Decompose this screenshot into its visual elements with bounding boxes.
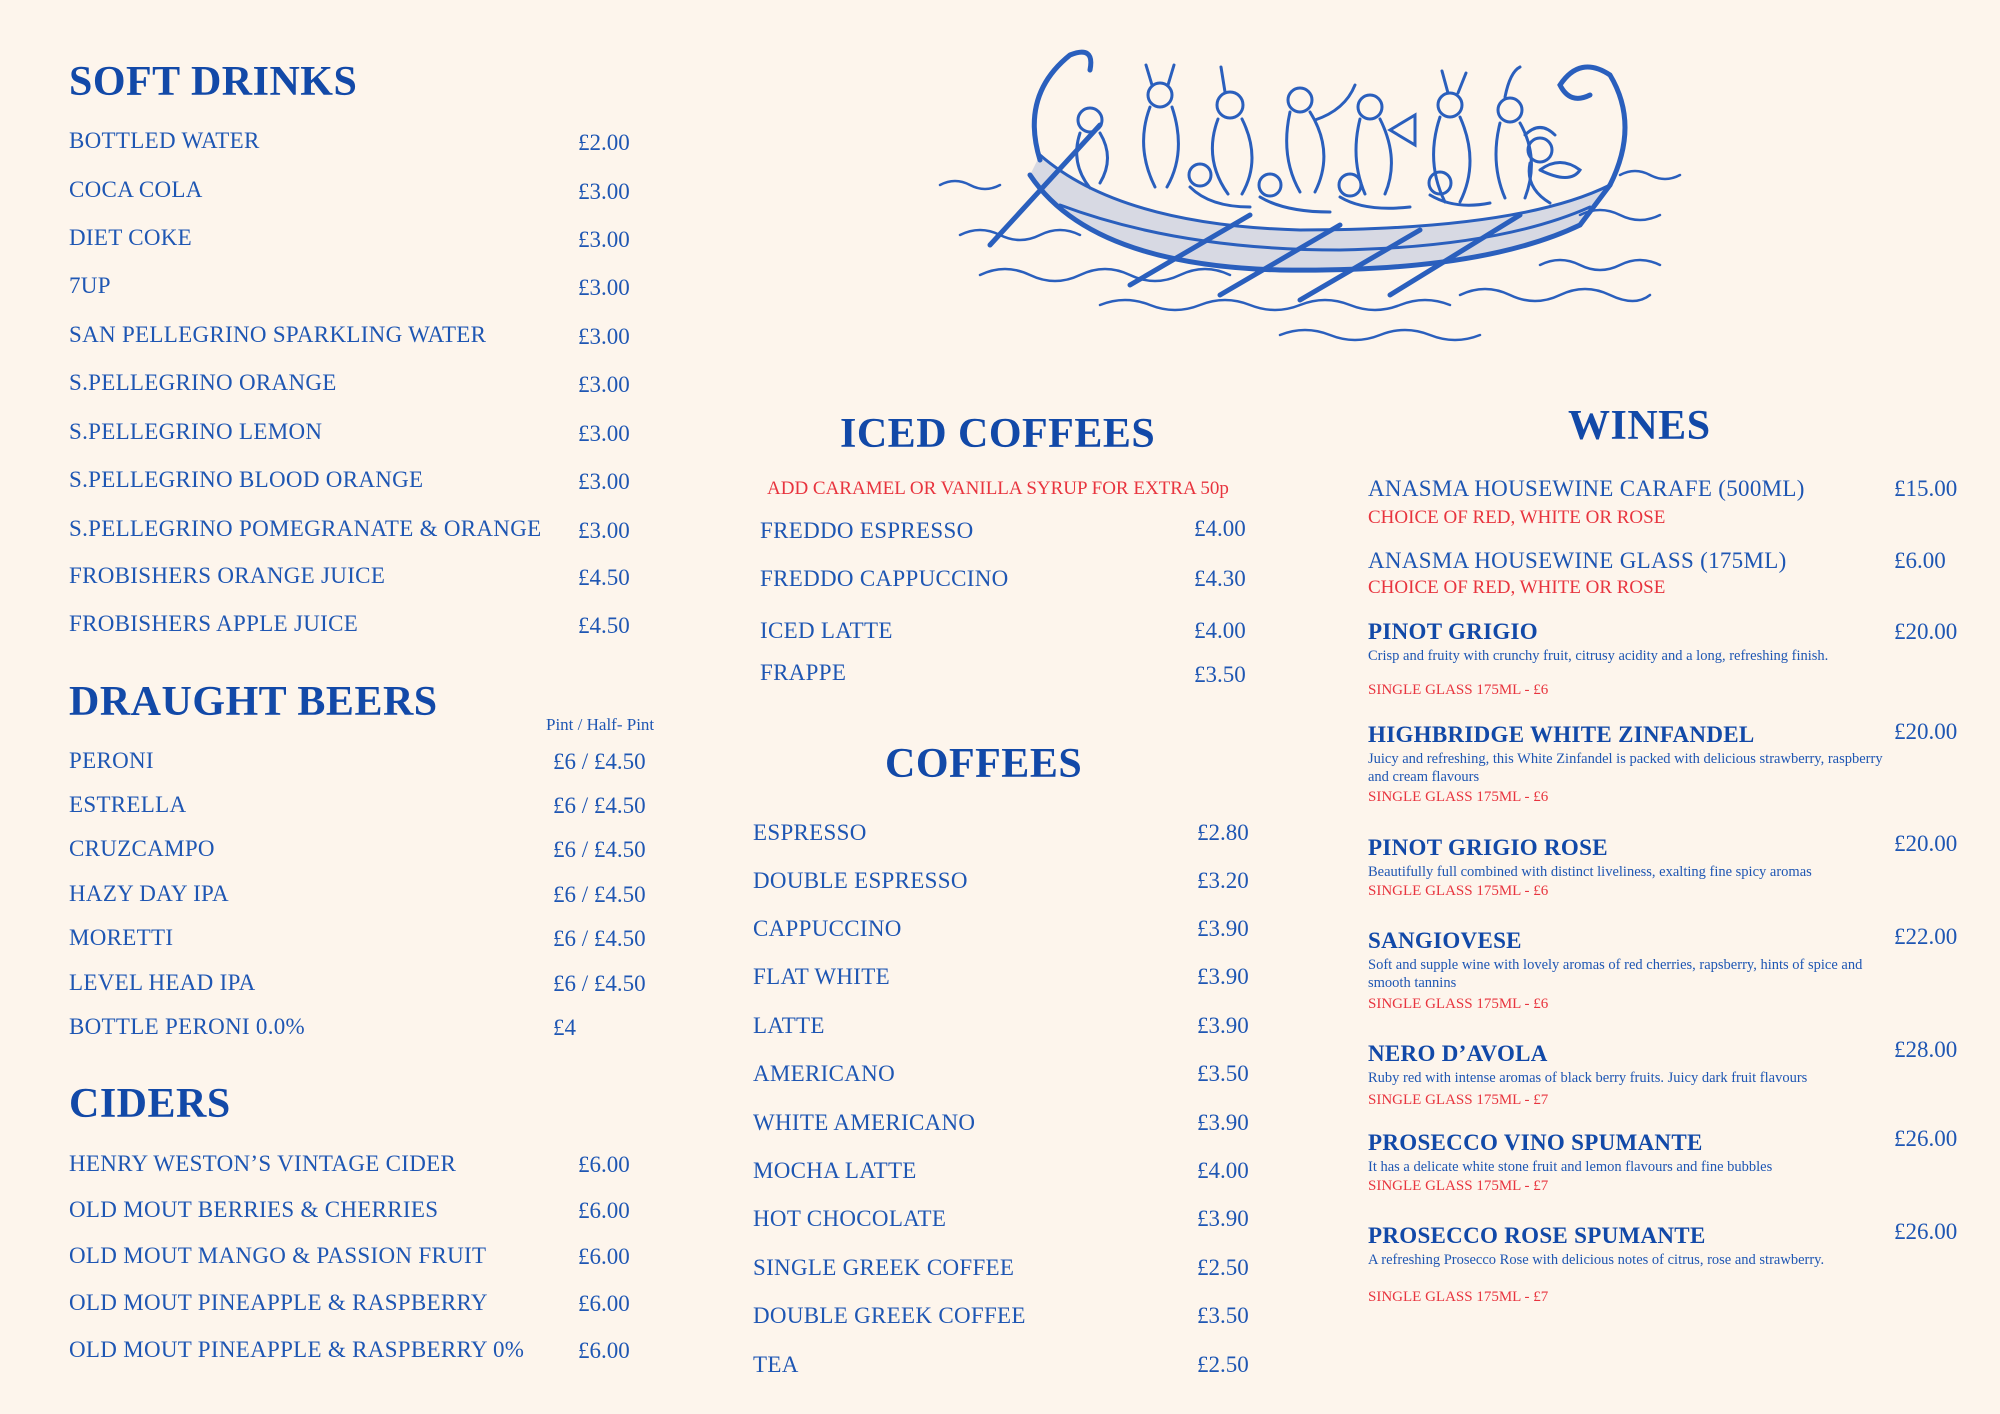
wine-glass-price: SINGLE GLASS 175ML - £6 <box>1368 682 1549 698</box>
iced-coffee-price: £4.30 <box>1194 566 1246 591</box>
wine-glass-price: SINGLE GLASS 175ML - £7 <box>1368 1289 1549 1305</box>
soft-drink-price: £3.00 <box>578 227 630 252</box>
pint-half-pint-label: Pint / Half- Pint <box>546 715 655 734</box>
wine-price: £26.00 <box>1894 1126 1958 1151</box>
cider-name: OLD MOUT MANGO & PASSION FRUIT <box>69 1243 487 1268</box>
coffee-price: £3.50 <box>1197 1061 1249 1086</box>
soft-drink-name: S.PELLEGRINO POMEGRANATE & ORANGE <box>69 516 542 541</box>
beer-name: MORETTI <box>69 925 174 950</box>
wine-price: £20.00 <box>1894 831 1958 856</box>
greek-boat-illustration <box>920 35 1740 355</box>
house-wine-name: ANASMA HOUSEWINE CARAFE (500ML) <box>1368 476 1805 501</box>
soft-drink-price: £3.00 <box>578 275 630 300</box>
soft-drink-price: £3.00 <box>578 372 630 397</box>
wine-name: HIGHBRIDGE WHITE ZINFANDEL <box>1368 722 1755 747</box>
soft-drink-name: FROBISHERS ORANGE JUICE <box>69 563 386 588</box>
syrup-note: ADD CARAMEL OR VANILLA SYRUP FOR EXTRA 50p <box>767 478 1229 499</box>
coffee-name: HOT CHOCOLATE <box>753 1206 947 1231</box>
wine-price: £22.00 <box>1894 924 1958 949</box>
coffee-name: TEA <box>753 1352 799 1377</box>
coffee-price: £2.50 <box>1197 1255 1249 1280</box>
wine-name: PINOT GRIGIO ROSE <box>1368 835 1608 860</box>
beer-price: £6 / £4.50 <box>553 926 646 951</box>
beer-name: LEVEL HEAD IPA <box>69 970 256 995</box>
coffee-price: £2.50 <box>1197 1352 1249 1377</box>
coffee-price: £2.80 <box>1197 820 1249 845</box>
coffee-name: LATTE <box>753 1013 825 1038</box>
cider-name: OLD MOUT PINEAPPLE & RASPBERRY <box>69 1290 488 1315</box>
soft-drink-name: FROBISHERS APPLE JUICE <box>69 611 359 636</box>
wine-name: PROSECCO ROSE SPUMANTE <box>1368 1223 1706 1248</box>
iced-coffee-name: FREDDO CAPPUCCINO <box>760 566 1009 591</box>
wine-name: NERO D’AVOLA <box>1368 1041 1548 1066</box>
wine-glass-price: SINGLE GLASS 175ML - £6 <box>1368 789 1549 805</box>
beer-price: £6 / £4.50 <box>553 749 646 774</box>
wine-description: Soft and supple wine with lovely aromas of red cherries, rapsberry, hints of spice and smooth tannins <box>1368 957 1863 991</box>
beer-price: £6 / £4.50 <box>553 837 646 862</box>
wine-description: Ruby red with intense aromas of black berry fruits. Juicy dark fruit flavours <box>1368 1070 1808 1086</box>
iced-coffee-price: £3.50 <box>1194 662 1246 687</box>
beer-name: CRUZCAMPO <box>69 836 215 861</box>
wine-name: SANGIOVESE <box>1368 928 1522 953</box>
wine-name: PROSECCO VINO SPUMANTE <box>1368 1130 1703 1155</box>
iced-coffee-name: FRAPPE <box>760 660 847 685</box>
soft-drink-name: S.PELLEGRINO LEMON <box>69 419 323 444</box>
soft-drink-price: £3.00 <box>578 179 630 204</box>
wine-description: Crisp and fruity with crunchy fruit, citrusy acidity and a long, refreshing finish. <box>1368 648 1829 664</box>
wine-glass-price: SINGLE GLASS 175ML - £6 <box>1368 996 1549 1012</box>
house-wine-note: CHOICE OF RED, WHITE OR ROSE <box>1368 577 1666 598</box>
soft-drink-price: £2.00 <box>578 130 630 155</box>
draught-beers-title: DRAUGHT BEERS <box>69 679 438 725</box>
coffee-price: £3.90 <box>1197 1206 1249 1231</box>
coffee-name: SINGLE GREEK COFFEE <box>753 1255 1015 1280</box>
coffee-price: £3.90 <box>1197 1013 1249 1038</box>
beer-name: ESTRELLA <box>69 792 187 817</box>
beer-name: HAZY DAY IPA <box>69 881 229 906</box>
cider-name: HENRY WESTON’S VINTAGE CIDER <box>69 1151 457 1176</box>
soft-drink-name: 7UP <box>69 273 111 298</box>
cider-price: £6.00 <box>578 1244 630 1269</box>
coffee-price: £3.50 <box>1197 1303 1249 1328</box>
coffee-name: DOUBLE GREEK COFFEE <box>753 1303 1026 1328</box>
coffee-name: MOCHA LATTE <box>753 1158 917 1183</box>
beer-price: £6 / £4.50 <box>553 882 646 907</box>
coffee-price: £3.90 <box>1197 1110 1249 1135</box>
wine-description: Juicy and refreshing, this White Zinfandel is packed with delicious strawberry, raspberry and cream flavours <box>1368 751 1883 785</box>
coffee-name: FLAT WHITE <box>753 964 890 989</box>
house-wine-price: £15.00 <box>1894 476 1958 501</box>
coffee-price: £3.90 <box>1197 964 1249 989</box>
soft-drink-price: £3.00 <box>578 518 630 543</box>
iced-coffee-price: £4.00 <box>1194 618 1246 643</box>
wine-description: It has a delicate white stone fruit and lemon flavours and fine bubbles <box>1368 1159 1773 1175</box>
coffee-name: WHITE AMERICANO <box>753 1110 976 1135</box>
soft-drink-name: BOTTLED WATER <box>69 128 260 153</box>
house-wine-price: £6.00 <box>1894 548 1946 573</box>
coffee-price: £3.20 <box>1197 868 1249 893</box>
wines-title: WINES <box>1568 403 1711 449</box>
coffee-name: ESPRESSO <box>753 820 867 845</box>
soft-drink-name: SAN PELLEGRINO SPARKLING WATER <box>69 322 487 347</box>
iced-coffee-name: ICED LATTE <box>760 618 893 643</box>
soft-drink-price: £3.00 <box>578 421 630 446</box>
iced-coffee-name: FREDDO ESPRESSO <box>760 518 974 543</box>
soft-drink-price: £3.00 <box>578 469 630 494</box>
coffee-name: DOUBLE ESPRESSO <box>753 868 968 893</box>
house-wine-name: ANASMA HOUSEWINE GLASS (175ML) <box>1368 548 1787 573</box>
coffee-price: £4.00 <box>1197 1158 1249 1183</box>
soft-drink-name: S.PELLEGRINO BLOOD ORANGE <box>69 467 424 492</box>
ciders-title: CIDERS <box>69 1081 231 1127</box>
wine-glass-price: SINGLE GLASS 175ML - £6 <box>1368 883 1549 899</box>
beer-name: BOTTLE PERONI 0.0% <box>69 1014 306 1039</box>
soft-drink-name: S.PELLEGRINO ORANGE <box>69 370 337 395</box>
wine-price: £26.00 <box>1894 1219 1958 1244</box>
cider-price: £6.00 <box>578 1198 630 1223</box>
soft-drink-price: £4.50 <box>578 613 630 638</box>
cider-price: £6.00 <box>578 1291 630 1316</box>
wine-price: £20.00 <box>1894 719 1958 744</box>
soft-drink-name: COCA COLA <box>69 177 203 202</box>
wine-glass-price: SINGLE GLASS 175ML - £7 <box>1368 1092 1549 1108</box>
coffee-price: £3.90 <box>1197 916 1249 941</box>
cider-name: OLD MOUT PINEAPPLE & RASPBERRY 0% <box>69 1337 525 1362</box>
house-wine-note: CHOICE OF RED, WHITE OR ROSE <box>1368 507 1666 528</box>
beer-price: £6 / £4.50 <box>553 793 646 818</box>
iced-coffee-price: £4.00 <box>1194 516 1246 541</box>
soft-drink-name: DIET COKE <box>69 225 193 250</box>
wine-name: PINOT GRIGIO <box>1368 619 1538 644</box>
soft-drink-price: £4.50 <box>578 565 630 590</box>
iced-coffees-title: ICED COFFEES <box>840 411 1156 457</box>
cider-name: OLD MOUT BERRIES & CHERRIES <box>69 1197 439 1222</box>
beer-price: £6 / £4.50 <box>553 971 646 996</box>
wine-description: A refreshing Prosecco Rose with delicious notes of citrus, rose and strawberry. <box>1368 1252 1825 1268</box>
wine-price: £20.00 <box>1894 619 1958 644</box>
wine-glass-price: SINGLE GLASS 175ML - £7 <box>1368 1178 1549 1194</box>
wine-price: £28.00 <box>1894 1037 1958 1062</box>
cider-price: £6.00 <box>578 1338 630 1363</box>
soft-drinks-title: SOFT DRINKS <box>69 59 358 105</box>
coffee-name: AMERICANO <box>753 1061 895 1086</box>
wine-description: Beautifully full combined with distinct liveliness, exalting fine spicy aromas <box>1368 864 1812 880</box>
cider-price: £6.00 <box>578 1152 630 1177</box>
beer-name: PERONI <box>69 748 154 773</box>
coffees-title: COFFEES <box>885 741 1083 787</box>
coffee-name: CAPPUCCINO <box>753 916 902 941</box>
beer-price: £4 <box>553 1015 576 1040</box>
soft-drink-price: £3.00 <box>578 324 630 349</box>
